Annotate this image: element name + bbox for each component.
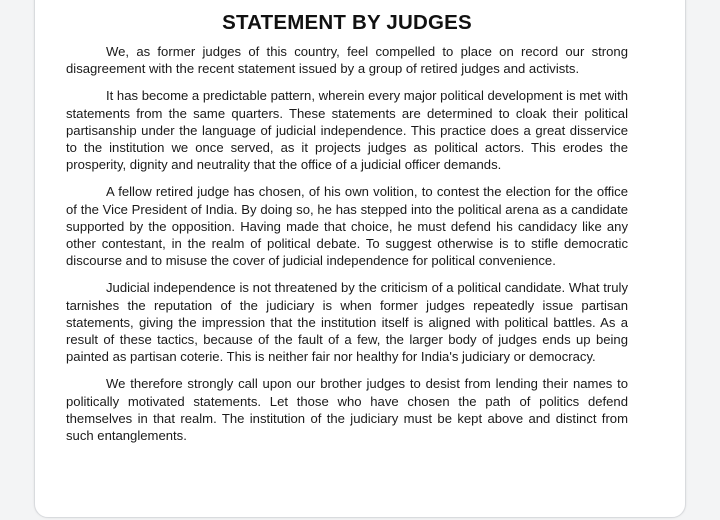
paragraph-1: We, as former judges of this country, feel compelled to place on record our strong disagreement with the recent statement issued by a group of retired judges and activists. bbox=[66, 44, 628, 77]
document-title: STATEMENT BY JUDGES bbox=[222, 11, 472, 34]
paragraph-5: We therefore strongly call upon our brother judges to desist from lending their names to politically motivated statements. Let those who have chosen the path of politics defend themselves in that realm. The institution of the judiciary must be kept above and distinct from such entanglements. bbox=[66, 376, 628, 444]
paragraph-2: It has become a predictable pattern, wherein every major political development is met with statements from the same quarters. These statements are determined to cloak their political partisanship under the language of judicial independence. This practice does a great disservice to the institution we once served, as it projects judges as political actors. This erodes the prosperity, dignity and neutrality that the office of a judicial officer demands. bbox=[66, 88, 628, 173]
document-body bbox=[66, 0, 628, 444]
paragraph-3: A fellow retired judge has chosen, of his own volition, to contest the election for the office of the Vice President of India. By doing so, he has stepped into the political arena as a candidate supported by the opposition. Having made that choice, he must defend his candidacy like any other contestant, in the realm of political debate. To suggest otherwise is to stifle democratic discourse and to misuse the cover of judicial independence for political convenience. bbox=[66, 184, 628, 269]
paragraph-4: Judicial independence is not threatened by the criticism of a political candidate. What truly tarnishes the reputation of the judiciary is when former judges repeatedly issue partisan statements, giving the impression that the institution itself is aligned with political battles. As a result of these tactics, because of the fault of a few, the larger body of judges ends up being painted as partisan coterie. This is neither fair nor healthy for India's judiciary or democracy. bbox=[66, 280, 628, 365]
